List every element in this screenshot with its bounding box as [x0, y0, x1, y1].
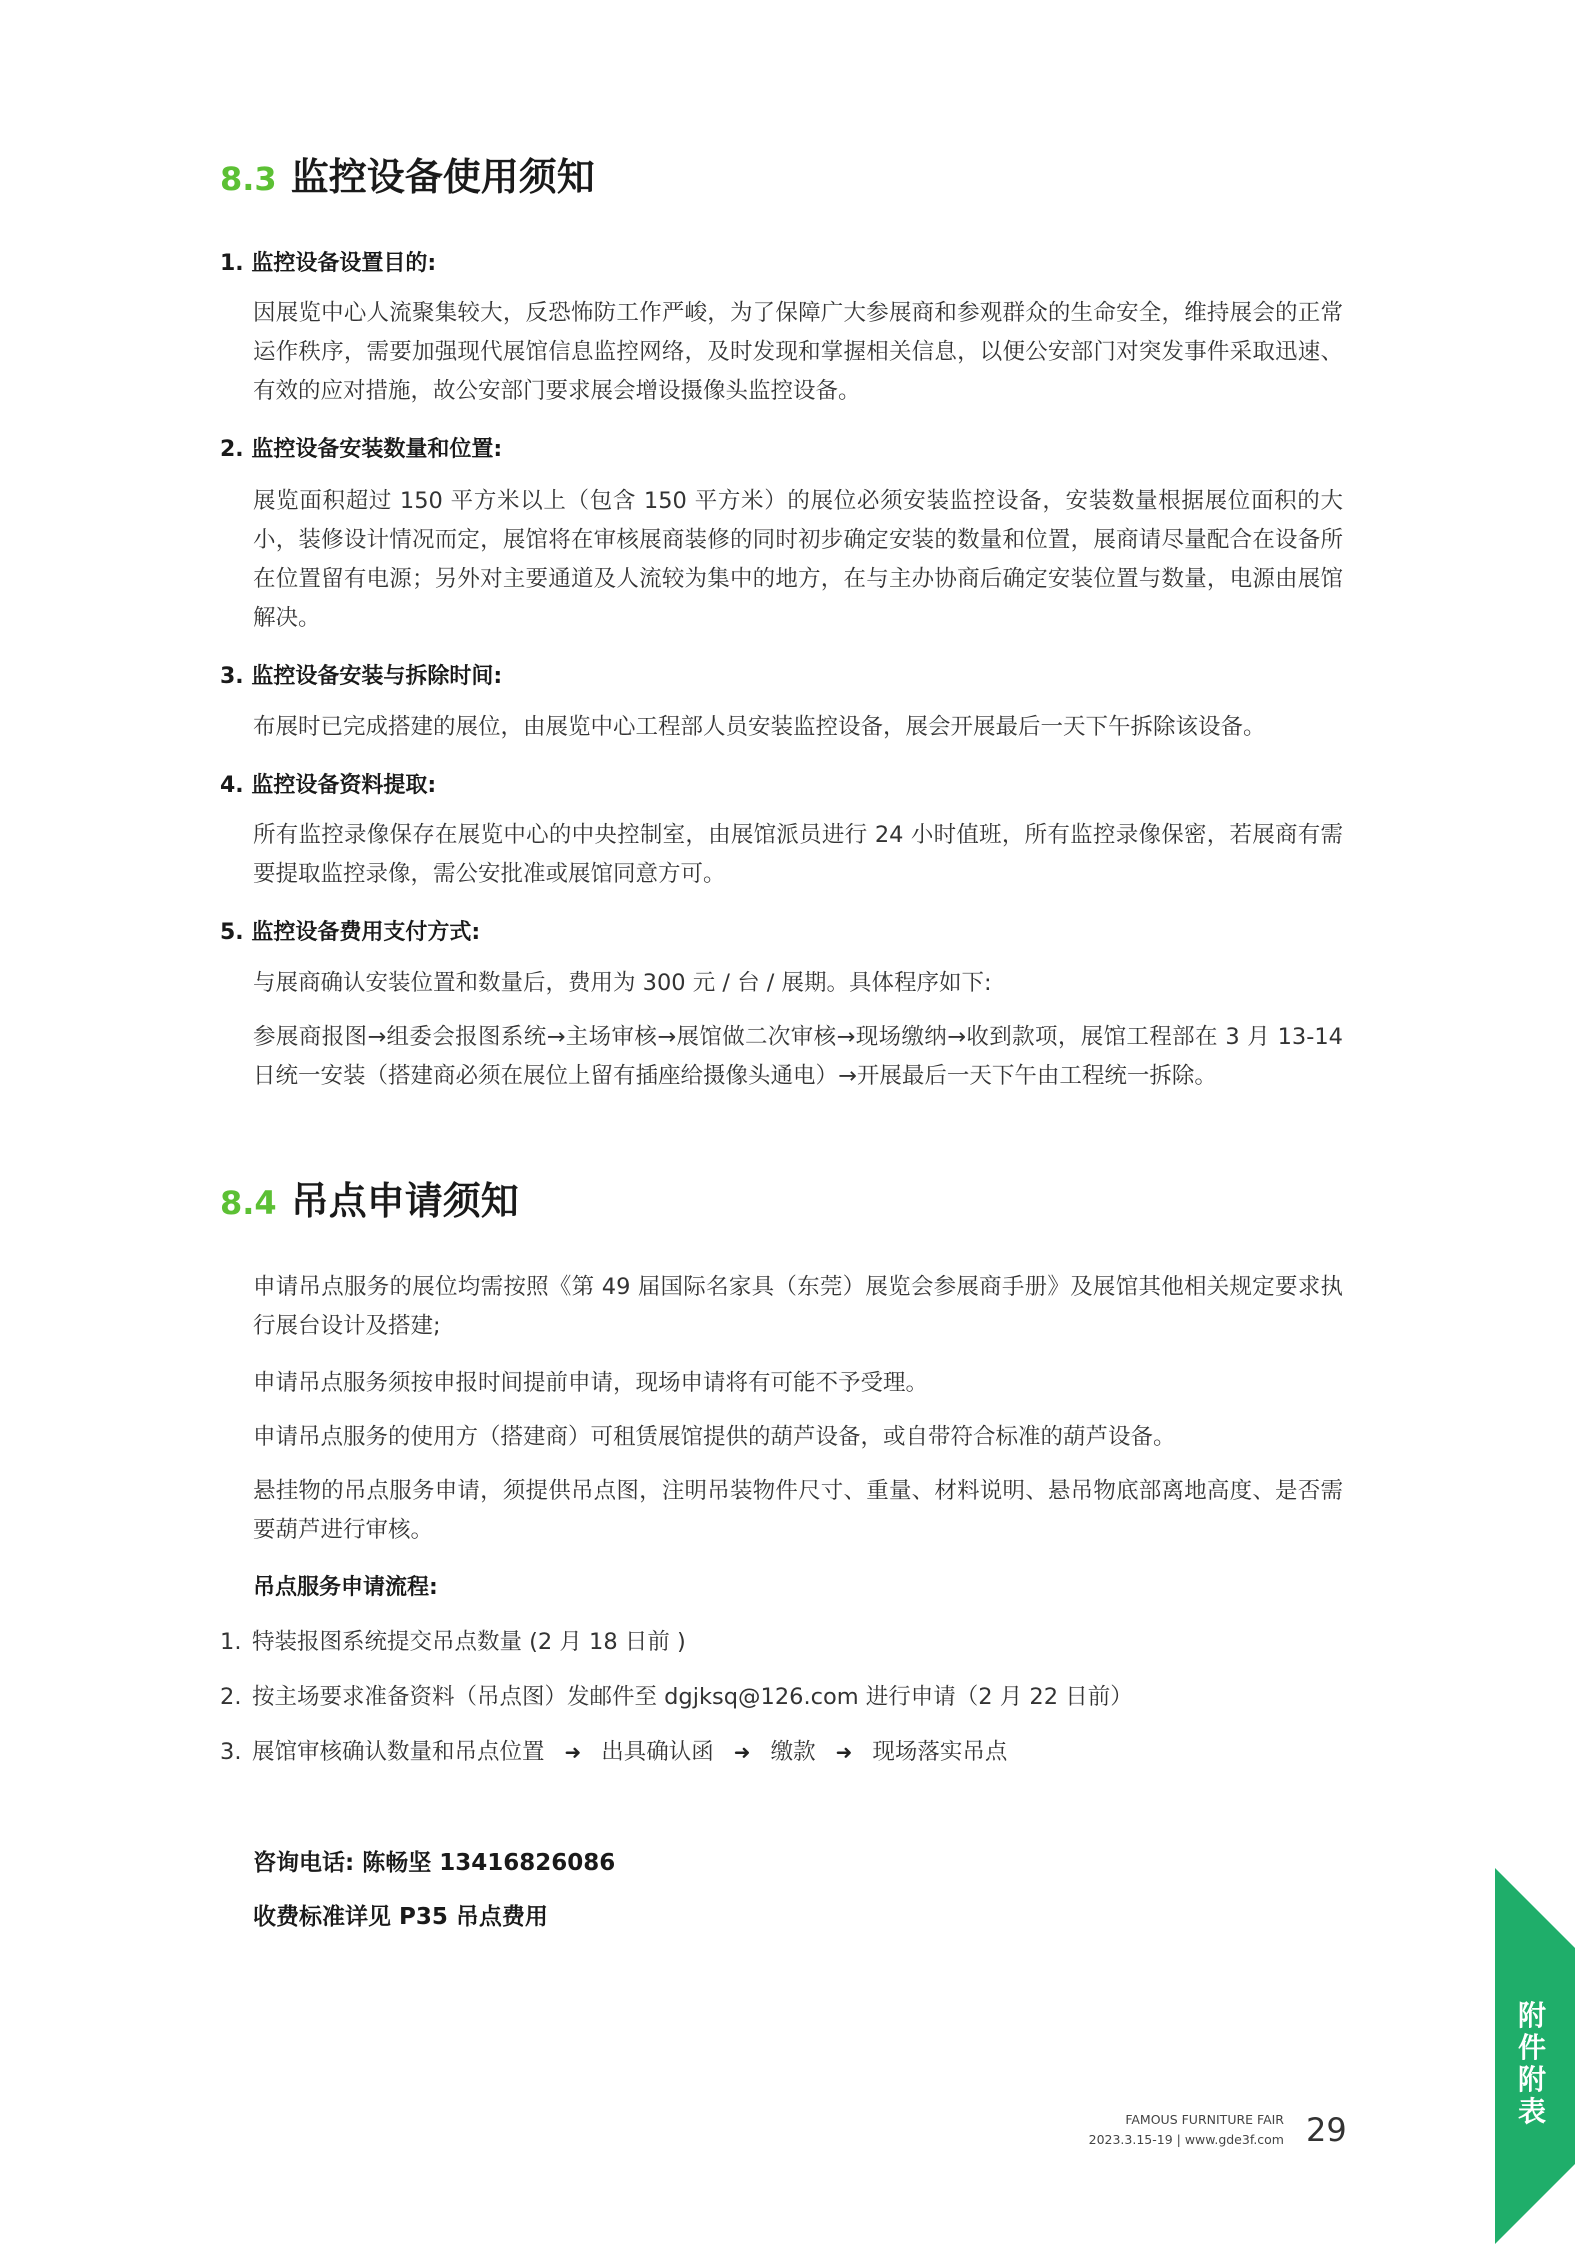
step-index: 2. — [220, 1684, 242, 1710]
flow-step-3 — [220, 1734, 1007, 1766]
step-part: 缴款 — [770, 1739, 816, 1765]
footer-brand: FAMOUS FURNITURE FAIR — [1125, 2112, 1284, 2127]
arrow-right-icon: ➜ — [835, 1740, 853, 1764]
item-paragraph-3: 布展时已完成搭建的展位，由展览中心工程部人员安装监控设备，展会开展最后一天下午拆除该设备。 — [253, 714, 1266, 740]
side-tab-label: 附件附表 — [1517, 1999, 1546, 2128]
item-heading-5: 5. 监控设备费用支付方式: — [220, 920, 481, 945]
hoist-paragraph-2: 申请吊点服务须按申报时间提前申请，现场申请将有可能不予受理。 — [253, 1370, 929, 1396]
item-heading-1: 1. 监控设备设置目的: — [220, 251, 437, 276]
arrow-right-icon: ➜ — [564, 1740, 582, 1764]
item-paragraph-2: 展览面积超过 150 平方米以上（包含 150 平方米）的展位必须安装监控设备，安装数量根据展位面积的大小，装修设计情况而定，展馆将在审核展商装修的同时初步确定安装的数量和位置，展商请尽量配合在设备所在位置留有电源；另外对主要通道及人流较为集中的地方，在与主办协商后确定安装位置与数量，电源由展馆解决。 — [253, 488, 1343, 631]
section-number: 8.4 — [220, 1184, 277, 1222]
step-text: 特装报图系统提交吊点数量 (2 月 18 日前 ) — [252, 1629, 686, 1655]
item-paragraph-5b: 参展商报图→组委会报图系统→主场审核→展馆做二次审核→现场缴纳→收到款项，展馆工程部在 3 月 13-14 日统一安装（搭建商必须在展位上留有插座给摄像头通电）→开展最后一天下午由工程统一拆除。 — [253, 1024, 1343, 1089]
step-index: 1. — [220, 1629, 242, 1655]
section-8-3-title — [220, 155, 595, 199]
hoist-paragraph-1: 申请吊点服务的展位均需按照《第 49 届国际名家具（东莞）展览会参展商手册》及展馆其他相关规定要求执行展台设计及搭建; — [253, 1274, 1343, 1339]
step-index: 3. — [220, 1739, 242, 1765]
item-paragraph-1: 因展览中心人流聚集较大，反恐怖防工作严峻，为了保障广大参展商和参观群众的生命安全，维持展会的正常运作秩序，需要加强现代展馆信息监控网络，及时发现和掌握相关信息，以便公安部门对突发事件采取迅速、有效的应对措施，故公安部门要求展会增设摄像头监控设备。 — [253, 300, 1343, 404]
step-part: 出具确认函 — [601, 1739, 714, 1765]
appendix-side-tab[interactable] — [1495, 1868, 1575, 2244]
item-heading-4: 4. 监控设备资料提取: — [220, 773, 437, 798]
item-heading-3: 3. 监控设备安装与拆除时间: — [220, 664, 503, 689]
page-number: 29 — [1306, 2111, 1347, 2149]
section-number: 8.3 — [220, 160, 277, 198]
item-heading-2: 2. 监控设备安装数量和位置: — [220, 437, 503, 462]
footer-date-site: 2023.3.15-19 | www.gde3f.com — [1088, 2132, 1284, 2147]
section-title-text: 吊点申请须知 — [290, 1179, 519, 1223]
arrow-right-icon: ➜ — [733, 1740, 751, 1764]
contact-phone: 咨询电话: 陈畅坚 13416826086 — [253, 1850, 616, 1876]
section-title-text: 监控设备使用须知 — [290, 155, 595, 199]
hoist-paragraph-4: 悬挂物的吊点服务申请，须提供吊点图，注明吊装物件尺寸、重量、材料说明、悬吊物底部离地高度、是否需要葫芦进行审核。 — [253, 1478, 1343, 1543]
item-paragraph-4: 所有监控录像保存在展览中心的中央控制室，由展馆派员进行 24 小时值班，所有监控录像保密，若展商有需要提取监控录像，需公安批准或展馆同意方可。 — [253, 822, 1343, 887]
step-part: 展馆审核确认数量和吊点位置 — [252, 1739, 545, 1765]
section-8-4-title — [220, 1179, 519, 1223]
fee-reference: 收费标准详见 P35 吊点费用 — [253, 1904, 548, 1930]
step-text: 按主场要求准备资料（吊点图）发邮件至 dgjksq@126.com 进行申请（2 月 22 日前） — [252, 1684, 1133, 1710]
flow-step-2 — [220, 1679, 1133, 1711]
flow-heading: 吊点服务申请流程: — [253, 1575, 438, 1600]
step-part: 现场落实吊点 — [872, 1739, 1008, 1765]
hoist-paragraph-3: 申请吊点服务的使用方（搭建商）可租赁展馆提供的葫芦设备，或自带符合标准的葫芦设备。 — [253, 1424, 1176, 1450]
flow-step-1 — [220, 1624, 686, 1656]
item-paragraph-5a: 与展商确认安装位置和数量后，费用为 300 元 / 台 / 展期。具体程序如下: — [253, 970, 992, 996]
